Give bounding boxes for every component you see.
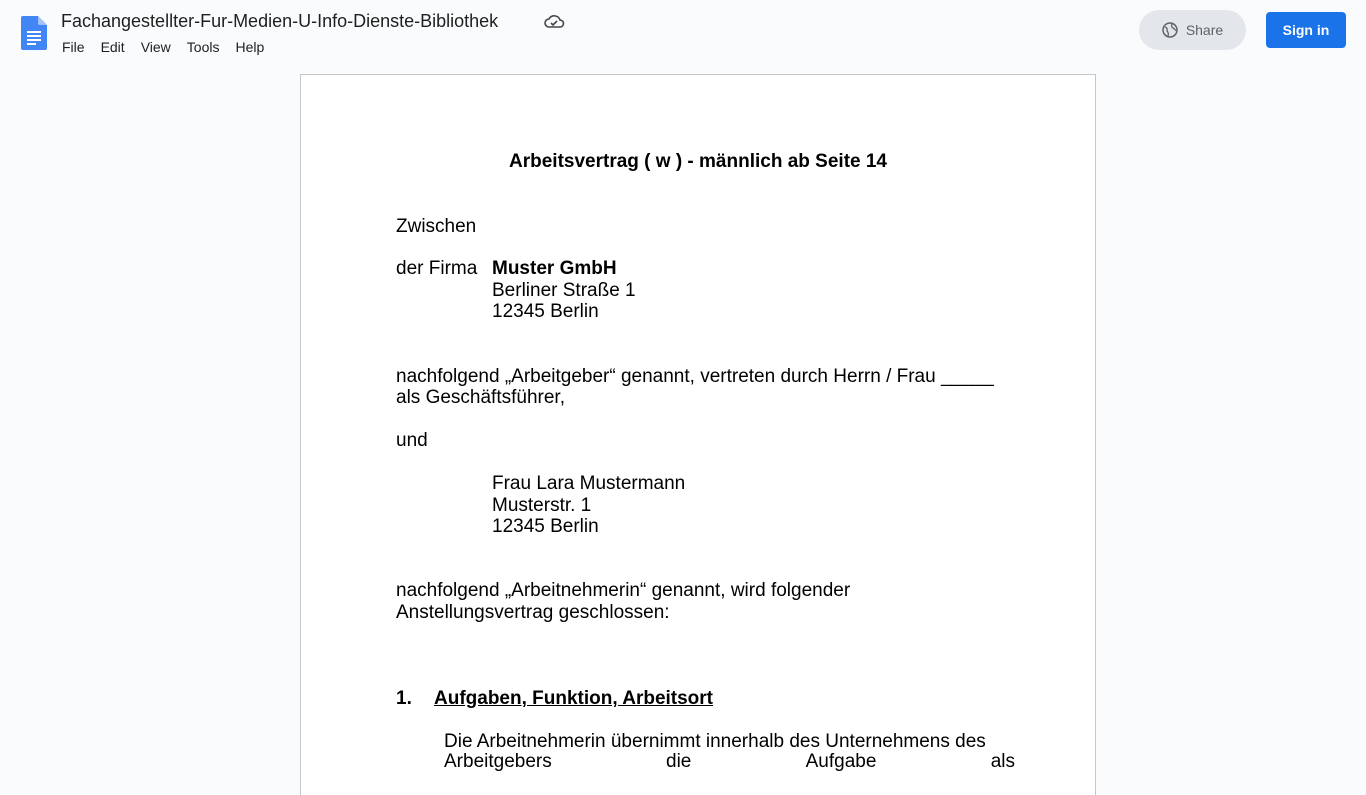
employee-clause-line1: nachfolgend „Arbeitnehmerin“ genannt, wird folgender — [396, 580, 851, 601]
share-button[interactable] — [1139, 10, 1246, 50]
employee-name: Frau Lara Mustermann — [492, 473, 686, 494]
employee-street: Musterstr. 1 — [492, 495, 592, 516]
word: Arbeitgebers — [444, 751, 552, 772]
menu-help[interactable]: Help — [235, 39, 265, 55]
and-text: und — [396, 430, 428, 451]
employer-clause-line1: nachfolgend „Arbeitgeber“ genannt, vertreten durch Herrn / Frau _____ — [396, 366, 994, 387]
employer-clause-line2: als Geschäftsführer, — [396, 387, 565, 408]
company-street: Berliner Straße 1 — [492, 280, 636, 301]
section-body-line1: Die Arbeitnehmerin übernimmt innerhalb des Unternehmens des — [444, 731, 986, 752]
menu-tools[interactable]: Tools — [186, 39, 220, 55]
app-header — [0, 0, 1366, 66]
word: Aufgabe — [805, 751, 877, 772]
menu-view[interactable]: View — [140, 39, 171, 55]
cloud-status-icon[interactable] — [543, 12, 565, 32]
between-text: Zwischen — [396, 216, 477, 237]
document-title[interactable]: Fachangestellter-Fur-Medien-U-Info-Dienste-Bibliothek — [61, 11, 499, 31]
employee-city: 12345 Berlin — [492, 516, 599, 537]
docs-logo-icon[interactable] — [21, 16, 47, 50]
employee-clause-line2: Anstellungsvertrag geschlossen: — [396, 602, 670, 623]
section-body-line2 — [444, 751, 1015, 773]
section-number: 1. — [396, 688, 412, 709]
company-label: der Firma — [396, 258, 478, 279]
company-name: Muster GmbH — [492, 258, 617, 279]
menu-file[interactable]: File — [62, 39, 85, 55]
word: die — [666, 751, 692, 772]
company-city: 12345 Berlin — [492, 301, 599, 322]
document-heading: Arbeitsvertrag ( w ) - männlich ab Seite 14 — [509, 151, 887, 172]
sign-in-button[interactable]: Sign in — [1266, 12, 1346, 48]
share-label: Share — [1185, 22, 1224, 38]
menu-edit[interactable]: Edit — [100, 39, 125, 55]
section-title: Aufgaben, Funktion, Arbeitsort — [434, 688, 714, 709]
word: als — [990, 751, 1015, 772]
document-page[interactable] — [300, 74, 1096, 795]
menu-bar — [54, 36, 272, 58]
globe-icon — [1162, 22, 1178, 38]
